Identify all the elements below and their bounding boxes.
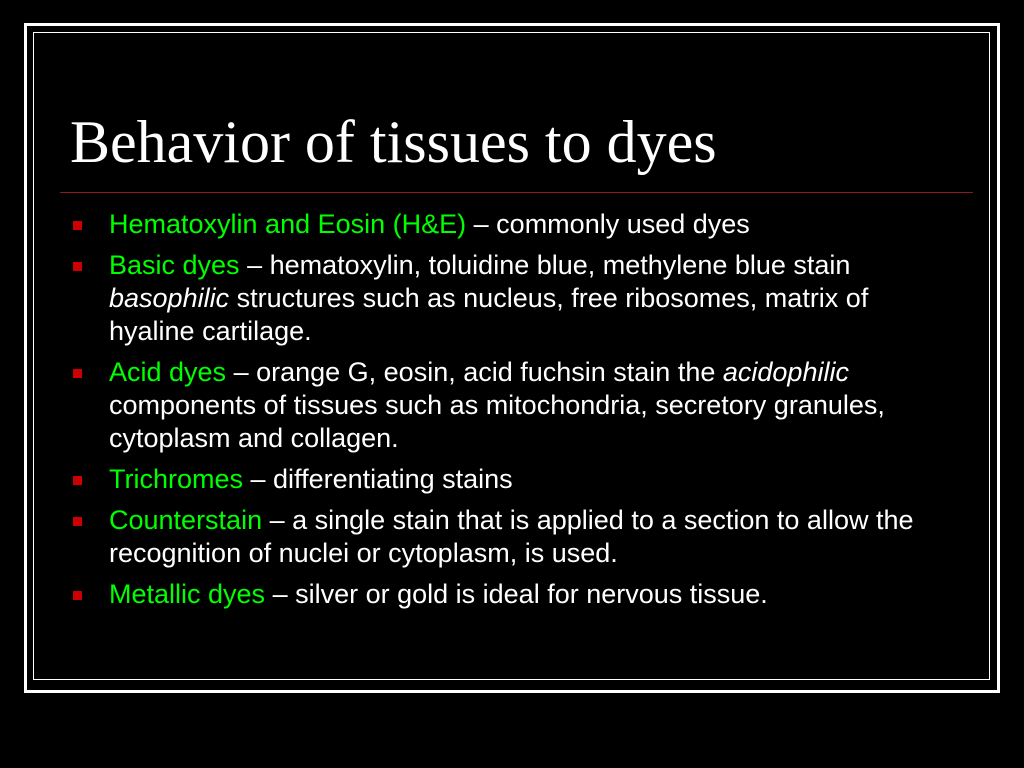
bullet-text: – hematoxylin, toluidine blue, methylene blue stain: [239, 250, 851, 280]
bullet-square-icon: [73, 262, 82, 271]
bullet-basic-dyes: [70, 249, 950, 348]
bullet-text: – differentiating stains: [243, 464, 513, 494]
bullet-text: – a single stain that is applied to a section to allow the recognition of nuclei or cytoplasm, is used.: [109, 505, 914, 568]
bullet-emphasis: acidophilic: [722, 357, 849, 387]
bullet-term: Acid dyes: [109, 357, 227, 387]
bullet-text: – orange G, eosin, acid fuchsin stain the: [226, 357, 723, 387]
bullet-text-continued: structures such as nucleus, free ribosomes, matrix of hyaline cartilage.: [109, 283, 869, 346]
title-divider: [60, 192, 973, 193]
bullet-text: – silver or gold is ideal for nervous tissue.: [265, 579, 768, 609]
bullet-list: [70, 208, 950, 619]
bullet-term: Counterstain: [109, 505, 263, 535]
bullet-term: Basic dyes: [109, 250, 240, 280]
bullet-trichromes: [70, 463, 950, 496]
bullet-square-icon: [73, 517, 82, 526]
bullet-emphasis: basophilic: [109, 283, 230, 313]
bullet-square-icon: [73, 221, 82, 230]
bullet-square-icon: [73, 591, 82, 600]
bullet-metallic-dyes: [70, 578, 950, 611]
slide-title: Behavior of tissues to dyes: [70, 109, 717, 175]
bullet-term: Metallic dyes: [109, 579, 266, 609]
bullet-acid-dyes: [70, 356, 950, 455]
bullet-text-continued: components of tissues such as mitochondria, secretory granules, cytoplasm and collagen.: [109, 390, 885, 453]
bullet-square-icon: [73, 476, 82, 485]
bullet-square-icon: [73, 369, 82, 378]
bullet-term: Trichromes: [109, 464, 244, 494]
bullet-term: Hematoxylin and Eosin (H&E): [109, 209, 467, 239]
bullet-counterstain: [70, 504, 950, 570]
bullet-text: – commonly used dyes: [466, 209, 750, 239]
bullet-he-stain: [70, 208, 950, 241]
